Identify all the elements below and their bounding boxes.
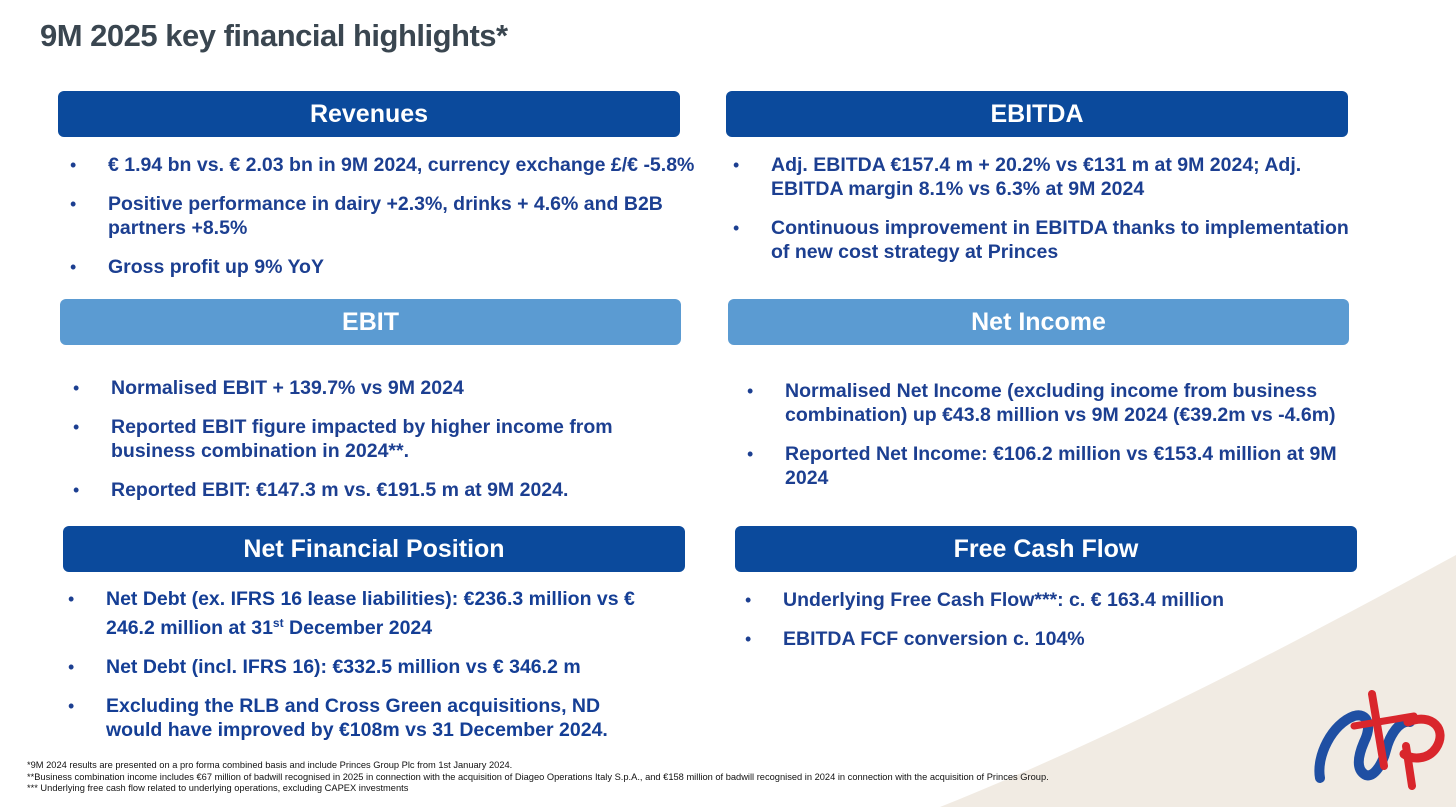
list-item — [59, 587, 644, 640]
list-item: • Underlying Free Cash Flow***: c. € 163.4 million — [736, 588, 1296, 612]
revenues-bullets — [61, 153, 701, 294]
fcf-heading: Free Cash Flow — [953, 534, 1139, 563]
list-item: • Reported EBIT figure impacted by higher income from business combination in 2024**. — [64, 415, 624, 463]
list-item: • Gross profit up 9% YoY — [61, 255, 701, 279]
net-income-bullets — [738, 379, 1338, 505]
fcf-bullets — [736, 588, 1296, 666]
list-item: • EBITDA FCF conversion c. 104% — [736, 627, 1296, 651]
page-title: 9M 2025 key financial highlights* — [40, 18, 508, 53]
nfp-bullets — [59, 587, 644, 757]
ebit-header — [60, 299, 681, 345]
ebitda-heading: EBITDA — [990, 99, 1084, 128]
footnote: **Business combination income includes €67 million of badwill recognised in 2025 in connection with the acquisition of Diageo Operations Italy S.p.A., and €158 million of badwill recognised in 2024 in connection with the acquisition of Princes Group. — [27, 771, 1049, 782]
nfp-bullet-text-end: December 2024 — [283, 617, 433, 639]
footnotes — [27, 760, 1049, 795]
list-item: • Normalised Net Income (excluding income from business combination) up €43.8 million vs 9M 2024 (€39.2m vs -4.6m) — [738, 379, 1338, 427]
revenues-header — [58, 91, 680, 137]
ebitda-header — [726, 91, 1348, 137]
nfp-header — [63, 526, 685, 572]
ebit-bullets — [64, 376, 624, 517]
nfp-bullet-text: Net Debt (ex. IFRS 16 lease liabilities): €236.3 million vs € 246.2 million at 31 — [106, 588, 635, 639]
net-income-header — [728, 299, 1349, 345]
np-logo-icon — [1312, 686, 1452, 790]
ebitda-bullets — [724, 153, 1372, 279]
nfp-heading: Net Financial Position — [243, 534, 505, 563]
list-item: • Reported Net Income: €106.2 million vs €153.4 million at 9M 2024 — [738, 442, 1338, 490]
revenues-heading: Revenues — [309, 99, 429, 128]
list-item: • Excluding the RLB and Cross Green acquisitions, ND would have improved by €108m vs 31 December 2024. — [59, 694, 644, 742]
list-item: • Net Debt (incl. IFRS 16): €332.5 million vs € 346.2 m — [59, 655, 644, 679]
list-item: • Positive performance in dairy +2.3%, drinks + 4.6% and B2B partners +8.5% — [61, 192, 701, 240]
ebit-heading: EBIT — [342, 307, 399, 336]
fcf-header — [735, 526, 1357, 572]
list-item: • € 1.94 bn vs. € 2.03 bn in 9M 2024, currency exchange £/€ -5.8% — [61, 153, 701, 177]
footnote: *9M 2024 results are presented on a pro forma combined basis and include Princes Group Plc from 1st January 2024. — [27, 760, 513, 770]
list-item: • Adj. EBITDA €157.4 m + 20.2% vs €131 m at 9M 2024; Adj. EBITDA margin 8.1% vs 6.3% at 9M 2024 — [724, 153, 1372, 201]
list-item: • Continuous improvement in EBITDA thanks to implementation of new cost strategy at Princes — [724, 216, 1372, 264]
footnote: *** Underlying free cash flow related to underlying operations, excluding CAPEX investments — [27, 783, 409, 793]
list-item: • Reported EBIT: €147.3 m vs. €191.5 m at 9M 2024. — [64, 478, 624, 502]
list-item: • Normalised EBIT + 139.7% vs 9M 2024 — [64, 376, 624, 400]
net-income-heading: Net Income — [971, 307, 1106, 336]
superscript: st — [272, 616, 284, 630]
